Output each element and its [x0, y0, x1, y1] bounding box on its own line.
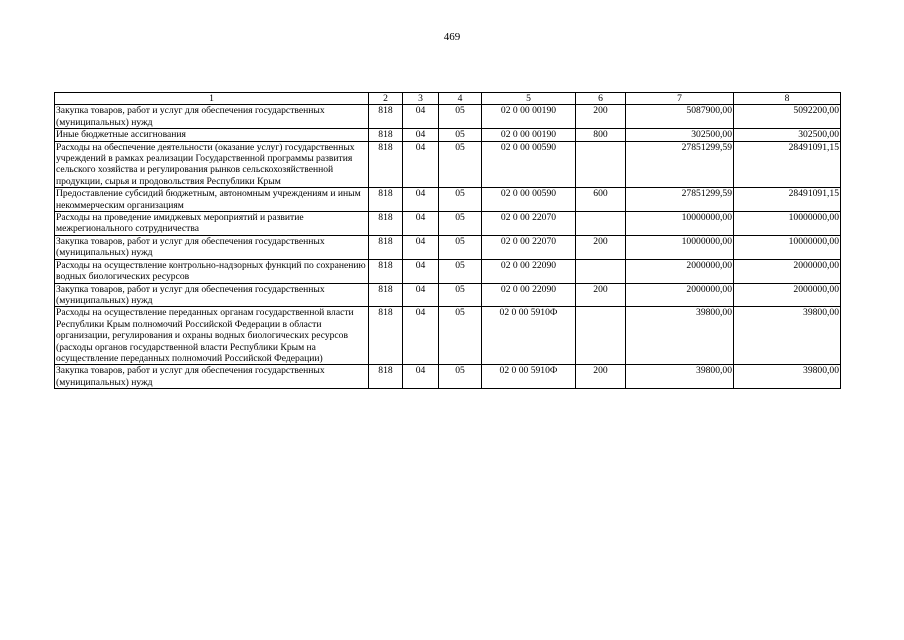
cell-amount-2: 302500,00	[734, 129, 841, 141]
cell-subsection: 05	[439, 259, 482, 283]
table-row	[55, 365, 841, 389]
cell-target-article: 02 0 00 00190	[482, 129, 576, 141]
cell-amount-2: 39800,00	[734, 365, 841, 389]
row-name: Расходы на обеспечение деятельности (оказание услуг) государственных учреждений в рамках реализации Государственной программы развития сельского хозяйства и регулирования рынков сельскохозяйственной продукции, сырья и продовольствия Республики Крым	[55, 141, 369, 188]
cell-expense-type: 600	[576, 188, 626, 212]
column-header: 2	[369, 93, 403, 105]
table-row	[55, 307, 841, 365]
cell-amount-1: 2000000,00	[626, 283, 734, 307]
row-name: Закупка товаров, работ и услуг для обеспечения государственных (муниципальных) нужд	[55, 283, 369, 307]
column-header: 3	[403, 93, 439, 105]
row-name: Расходы на проведение имиджевых мероприятий и развитие межрегионального сотрудничества	[55, 212, 369, 236]
budget-table	[54, 92, 841, 389]
cell-target-article: 02 0 00 5910Ф	[482, 307, 576, 365]
cell-amount-1: 27851299,59	[626, 141, 734, 188]
cell-ministry: 818	[369, 105, 403, 129]
cell-expense-type	[576, 141, 626, 188]
row-name: Расходы на осуществление переданных органам государственной власти Республики Крым полномочий Российской Федерации в области организации, регулирования и охраны водных биологических ресурсов (расходы органов государственной власти Республики Крым на осуществление переданных полномочий Российской Федерации)	[55, 307, 369, 365]
table-row	[55, 188, 841, 212]
cell-ministry: 818	[369, 141, 403, 188]
row-name: Закупка товаров, работ и услуг для обеспечения государственных (муниципальных) нужд	[55, 105, 369, 129]
cell-amount-1: 39800,00	[626, 365, 734, 389]
cell-amount-1: 10000000,00	[626, 212, 734, 236]
cell-section: 04	[403, 141, 439, 188]
cell-amount-2: 10000000,00	[734, 212, 841, 236]
cell-subsection: 05	[439, 105, 482, 129]
cell-amount-2: 10000000,00	[734, 235, 841, 259]
header-row	[55, 93, 841, 105]
column-header: 5	[482, 93, 576, 105]
table-row	[55, 141, 841, 188]
cell-subsection: 05	[439, 188, 482, 212]
cell-expense-type: 800	[576, 129, 626, 141]
cell-section: 04	[403, 212, 439, 236]
cell-amount-2: 28491091,15	[734, 188, 841, 212]
cell-section: 04	[403, 307, 439, 365]
cell-subsection: 05	[439, 365, 482, 389]
cell-section: 04	[403, 188, 439, 212]
cell-section: 04	[403, 235, 439, 259]
cell-amount-1: 5087900,00	[626, 105, 734, 129]
row-name: Предоставление субсидий бюджетным, автономным учреждениям и иным некоммерческим организациям	[55, 188, 369, 212]
cell-expense-type	[576, 307, 626, 365]
cell-subsection: 05	[439, 283, 482, 307]
column-header: 8	[734, 93, 841, 105]
cell-ministry: 818	[369, 188, 403, 212]
cell-ministry: 818	[369, 307, 403, 365]
table-row	[55, 129, 841, 141]
cell-expense-type: 200	[576, 235, 626, 259]
cell-ministry: 818	[369, 283, 403, 307]
table-row	[55, 212, 841, 236]
cell-amount-2: 5092200,00	[734, 105, 841, 129]
cell-section: 04	[403, 129, 439, 141]
cell-amount-2: 28491091,15	[734, 141, 841, 188]
cell-amount-2: 2000000,00	[734, 259, 841, 283]
table-row	[55, 105, 841, 129]
column-header: 1	[55, 93, 369, 105]
row-name: Закупка товаров, работ и услуг для обеспечения государственных (муниципальных) нужд	[55, 235, 369, 259]
cell-subsection: 05	[439, 212, 482, 236]
cell-subsection: 05	[439, 129, 482, 141]
cell-amount-1: 39800,00	[626, 307, 734, 365]
cell-amount-1: 10000000,00	[626, 235, 734, 259]
cell-section: 04	[403, 365, 439, 389]
row-name: Расходы на осуществление контрольно-надзорных функций по сохранению водных биологических ресурсов	[55, 259, 369, 283]
cell-ministry: 818	[369, 212, 403, 236]
table-row	[55, 283, 841, 307]
cell-expense-type: 200	[576, 365, 626, 389]
cell-target-article: 02 0 00 22090	[482, 283, 576, 307]
cell-ministry: 818	[369, 259, 403, 283]
cell-target-article: 02 0 00 00590	[482, 188, 576, 212]
cell-amount-1: 302500,00	[626, 129, 734, 141]
cell-target-article: 02 0 00 22070	[482, 235, 576, 259]
cell-target-article: 02 0 00 22090	[482, 259, 576, 283]
cell-ministry: 818	[369, 129, 403, 141]
cell-target-article: 02 0 00 5910Ф	[482, 365, 576, 389]
column-header: 4	[439, 93, 482, 105]
row-name: Закупка товаров, работ и услуг для обеспечения государственных (муниципальных) нужд	[55, 365, 369, 389]
cell-section: 04	[403, 283, 439, 307]
cell-ministry: 818	[369, 365, 403, 389]
cell-ministry: 818	[369, 235, 403, 259]
cell-expense-type	[576, 212, 626, 236]
page-number: 469	[443, 31, 461, 43]
cell-subsection: 05	[439, 307, 482, 365]
table-row	[55, 235, 841, 259]
column-header: 7	[626, 93, 734, 105]
table-row	[55, 259, 841, 283]
cell-amount-2: 39800,00	[734, 307, 841, 365]
row-name: Иные бюджетные ассигнования	[55, 129, 369, 141]
column-header: 6	[576, 93, 626, 105]
cell-amount-1: 2000000,00	[626, 259, 734, 283]
cell-expense-type	[576, 259, 626, 283]
cell-amount-2: 2000000,00	[734, 283, 841, 307]
cell-target-article: 02 0 00 00190	[482, 105, 576, 129]
cell-expense-type: 200	[576, 105, 626, 129]
cell-amount-1: 27851299,59	[626, 188, 734, 212]
cell-section: 04	[403, 259, 439, 283]
cell-subsection: 05	[439, 141, 482, 188]
cell-section: 04	[403, 105, 439, 129]
cell-expense-type: 200	[576, 283, 626, 307]
cell-target-article: 02 0 00 22070	[482, 212, 576, 236]
cell-subsection: 05	[439, 235, 482, 259]
cell-target-article: 02 0 00 00590	[482, 141, 576, 188]
